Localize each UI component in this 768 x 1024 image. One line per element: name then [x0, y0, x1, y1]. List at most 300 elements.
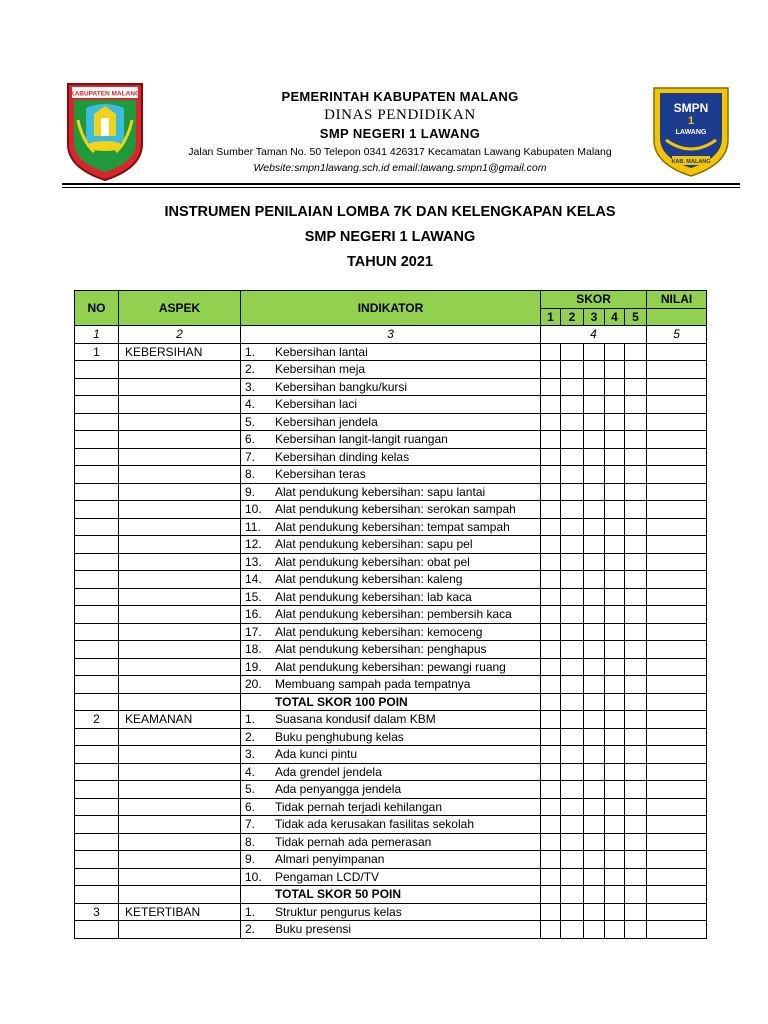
row-aspek	[119, 466, 241, 484]
row-number	[75, 746, 119, 764]
skor-cell-1[interactable]	[541, 343, 561, 361]
skor-cell-4[interactable]	[605, 623, 625, 641]
skor-cell-1[interactable]	[541, 763, 561, 781]
skor-cell-5[interactable]	[625, 711, 647, 729]
nilai-cell[interactable]	[647, 501, 707, 519]
skor-cell-2[interactable]	[561, 763, 584, 781]
skor-cell-4[interactable]	[605, 816, 625, 834]
skor-cell-3[interactable]	[584, 501, 605, 519]
skor-cell-4[interactable]	[605, 518, 625, 536]
skor-cell-3[interactable]	[584, 711, 605, 729]
skor-cell-1[interactable]	[541, 868, 561, 886]
skor-cell-5[interactable]	[625, 518, 647, 536]
nilai-cell[interactable]	[647, 518, 707, 536]
row-aspek	[119, 588, 241, 606]
skor-cell-1[interactable]	[541, 658, 561, 676]
skor-cell-2[interactable]	[561, 571, 584, 589]
skor-cell-2[interactable]	[561, 641, 584, 659]
row-indikator	[241, 728, 541, 746]
table-row	[75, 623, 707, 641]
indikator-text: Ada penyangga jendela	[275, 782, 402, 797]
total-skor-cell-2[interactable]	[561, 886, 584, 904]
skor-cell-4[interactable]	[605, 781, 625, 799]
nilai-cell[interactable]	[647, 658, 707, 676]
skor-cell-1[interactable]	[541, 798, 561, 816]
skor-cell-3[interactable]	[584, 781, 605, 799]
indikator-text: Alat pendukung kebersihan: kemoceng	[275, 624, 483, 639]
skor-cell-3[interactable]	[584, 536, 605, 554]
skor-cell-1[interactable]	[541, 606, 561, 624]
skor-cell-3[interactable]	[584, 746, 605, 764]
total-skor-cell-5[interactable]	[625, 886, 647, 904]
skor-cell-4[interactable]	[605, 343, 625, 361]
skor-cell-1[interactable]	[541, 746, 561, 764]
skor-cell-5[interactable]	[625, 903, 647, 921]
skor-cell-2[interactable]	[561, 431, 584, 449]
header-skor-5: 5	[625, 308, 647, 326]
skor-cell-5[interactable]	[625, 798, 647, 816]
skor-cell-5[interactable]	[625, 466, 647, 484]
skor-cell-2[interactable]	[561, 343, 584, 361]
skor-cell-2[interactable]	[561, 536, 584, 554]
nilai-cell[interactable]	[647, 536, 707, 554]
skor-cell-2[interactable]	[561, 903, 584, 921]
skor-cell-2[interactable]	[561, 483, 584, 501]
skor-cell-5[interactable]	[625, 833, 647, 851]
document-title: INSTRUMEN PENILAIAN LOMBA 7K DAN KELENGKAPAN KELAS	[164, 204, 616, 220]
skor-cell-1[interactable]	[541, 728, 561, 746]
skor-cell-4[interactable]	[605, 641, 625, 659]
skor-cell-4[interactable]	[605, 658, 625, 676]
skor-cell-3[interactable]	[584, 361, 605, 379]
skor-cell-2[interactable]	[561, 711, 584, 729]
table-row	[75, 361, 707, 379]
skor-cell-5[interactable]	[625, 623, 647, 641]
skor-cell-3[interactable]	[584, 623, 605, 641]
table-body	[75, 343, 707, 938]
skor-cell-4[interactable]	[605, 431, 625, 449]
skor-cell-4[interactable]	[605, 448, 625, 466]
skor-cell-1[interactable]	[541, 361, 561, 379]
skor-cell-2[interactable]	[561, 658, 584, 676]
skor-cell-5[interactable]	[625, 413, 647, 431]
skor-cell-5[interactable]	[625, 483, 647, 501]
skor-cell-3[interactable]	[584, 588, 605, 606]
skor-cell-1[interactable]	[541, 431, 561, 449]
skor-cell-1[interactable]	[541, 781, 561, 799]
skor-cell-4[interactable]	[605, 466, 625, 484]
skor-cell-3[interactable]	[584, 448, 605, 466]
row-indikator	[241, 466, 541, 484]
skor-cell-1[interactable]	[541, 711, 561, 729]
skor-cell-1[interactable]	[541, 413, 561, 431]
skor-cell-4[interactable]	[605, 361, 625, 379]
skor-cell-3[interactable]	[584, 921, 605, 939]
table-row	[75, 343, 707, 361]
row-indikator	[241, 623, 541, 641]
total-skor-cell-2[interactable]	[561, 693, 584, 711]
skor-cell-3[interactable]	[584, 413, 605, 431]
skor-cell-1[interactable]	[541, 536, 561, 554]
nilai-cell[interactable]	[647, 903, 707, 921]
skor-cell-2[interactable]	[561, 816, 584, 834]
skor-cell-1[interactable]	[541, 466, 561, 484]
skor-cell-3[interactable]	[584, 396, 605, 414]
table-row	[75, 851, 707, 869]
skor-cell-5[interactable]	[625, 728, 647, 746]
skor-cell-3[interactable]	[584, 816, 605, 834]
skor-cell-2[interactable]	[561, 746, 584, 764]
indikator-number: 6.	[245, 799, 256, 814]
total-skor-cell-3[interactable]	[584, 886, 605, 904]
indikator-text: Alat pendukung kebersihan: obat pel	[275, 554, 470, 569]
indikator-text: Kebersihan lantai	[275, 344, 368, 359]
right-logo-line2: 1	[687, 115, 695, 127]
skor-cell-1[interactable]	[541, 816, 561, 834]
right-logo-line1: SMPN	[673, 101, 709, 115]
skor-cell-4[interactable]	[605, 588, 625, 606]
row-number	[75, 466, 119, 484]
row-number	[75, 676, 119, 694]
total-skor-cell-4[interactable]	[605, 693, 625, 711]
indikator-number: 1.	[245, 904, 256, 919]
skor-cell-4[interactable]	[605, 378, 625, 396]
row-indikator	[241, 606, 541, 624]
row-number	[75, 606, 119, 624]
header-skor-2: 2	[561, 308, 584, 326]
skor-cell-5[interactable]	[625, 343, 647, 361]
row-indikator	[241, 396, 541, 414]
nilai-cell[interactable]	[647, 728, 707, 746]
row-indikator	[241, 501, 541, 519]
skor-cell-2[interactable]	[561, 501, 584, 519]
assessment-table	[74, 290, 707, 939]
row-number: 3	[75, 903, 119, 921]
header-nilai: NILAI	[647, 291, 707, 309]
skor-cell-1[interactable]	[541, 641, 561, 659]
skor-cell-4[interactable]	[605, 676, 625, 694]
skor-cell-2[interactable]	[561, 833, 584, 851]
skor-cell-3[interactable]	[584, 676, 605, 694]
skor-cell-4[interactable]	[605, 763, 625, 781]
row-indikator	[241, 833, 541, 851]
skor-cell-4[interactable]	[605, 483, 625, 501]
skor-cell-3[interactable]	[584, 903, 605, 921]
skor-cell-2[interactable]	[561, 378, 584, 396]
skor-cell-4[interactable]	[605, 851, 625, 869]
agency-name: DINAS PENDIDIKAN	[324, 107, 476, 123]
row-number: 1	[75, 343, 119, 361]
skor-cell-4[interactable]	[605, 571, 625, 589]
skor-cell-3[interactable]	[584, 763, 605, 781]
skor-cell-3[interactable]	[584, 851, 605, 869]
col-number-2: 2	[119, 326, 241, 344]
skor-cell-4[interactable]	[605, 606, 625, 624]
skor-cell-3[interactable]	[584, 606, 605, 624]
header-no: NO	[75, 291, 119, 326]
skor-cell-1[interactable]	[541, 833, 561, 851]
table-row	[75, 641, 707, 659]
row-number	[75, 658, 119, 676]
skor-cell-5[interactable]	[625, 536, 647, 554]
skor-cell-2[interactable]	[561, 921, 584, 939]
skor-cell-2[interactable]	[561, 851, 584, 869]
nilai-cell[interactable]	[647, 448, 707, 466]
smpn1-lawang-logo	[650, 84, 732, 178]
nilai-cell[interactable]	[647, 641, 707, 659]
row-indikator	[241, 413, 541, 431]
skor-cell-4[interactable]	[605, 833, 625, 851]
skor-cell-2[interactable]	[561, 396, 584, 414]
skor-cell-1[interactable]	[541, 851, 561, 869]
table-row	[75, 658, 707, 676]
skor-cell-4[interactable]	[605, 798, 625, 816]
right-logo-motto: KAB. MALANG	[671, 159, 711, 165]
table-row	[75, 431, 707, 449]
nilai-cell[interactable]	[647, 396, 707, 414]
indikator-text: Alat pendukung kebersihan: penghapus	[275, 642, 487, 657]
skor-cell-3[interactable]	[584, 483, 605, 501]
nilai-cell[interactable]	[647, 623, 707, 641]
skor-cell-2[interactable]	[561, 413, 584, 431]
nilai-cell[interactable]	[647, 781, 707, 799]
document-subtitle-school: SMP NEGERI 1 LAWANG	[304, 229, 476, 245]
skor-cell-5[interactable]	[625, 501, 647, 519]
skor-cell-5[interactable]	[625, 378, 647, 396]
nilai-cell[interactable]	[647, 466, 707, 484]
skor-cell-5[interactable]	[625, 868, 647, 886]
skor-cell-5[interactable]	[625, 641, 647, 659]
skor-cell-4[interactable]	[605, 746, 625, 764]
skor-cell-3[interactable]	[584, 728, 605, 746]
skor-cell-5[interactable]	[625, 396, 647, 414]
skor-cell-2[interactable]	[561, 623, 584, 641]
total-no-empty	[75, 693, 119, 711]
skor-cell-5[interactable]	[625, 553, 647, 571]
nilai-cell[interactable]	[647, 746, 707, 764]
skor-cell-1[interactable]	[541, 623, 561, 641]
row-aspek	[119, 378, 241, 396]
skor-cell-4[interactable]	[605, 396, 625, 414]
skor-cell-1[interactable]	[541, 518, 561, 536]
skor-cell-5[interactable]	[625, 781, 647, 799]
nilai-cell[interactable]	[647, 606, 707, 624]
skor-cell-5[interactable]	[625, 361, 647, 379]
row-indikator	[241, 431, 541, 449]
skor-cell-2[interactable]	[561, 518, 584, 536]
skor-cell-5[interactable]	[625, 571, 647, 589]
skor-cell-2[interactable]	[561, 868, 584, 886]
col-number-3: 3	[241, 326, 541, 344]
table-row	[75, 501, 707, 519]
skor-cell-4[interactable]	[605, 553, 625, 571]
skor-cell-2[interactable]	[561, 588, 584, 606]
nilai-cell[interactable]	[647, 588, 707, 606]
row-number	[75, 781, 119, 799]
skor-cell-5[interactable]	[625, 676, 647, 694]
total-skor-cell-4[interactable]	[605, 886, 625, 904]
nilai-cell[interactable]	[647, 378, 707, 396]
nilai-cell[interactable]	[647, 798, 707, 816]
skor-cell-1[interactable]	[541, 396, 561, 414]
school-contact: Website:smpn1lawang.sch.id email:lawang.smpn1@gmail.com	[253, 162, 547, 174]
total-nilai-cell[interactable]	[647, 886, 707, 904]
skor-cell-5[interactable]	[625, 431, 647, 449]
skor-cell-3[interactable]	[584, 518, 605, 536]
nilai-cell[interactable]	[647, 711, 707, 729]
skor-cell-5[interactable]	[625, 921, 647, 939]
skor-cell-1[interactable]	[541, 501, 561, 519]
nilai-cell[interactable]	[647, 921, 707, 939]
skor-cell-2[interactable]	[561, 676, 584, 694]
skor-cell-1[interactable]	[541, 903, 561, 921]
skor-cell-4[interactable]	[605, 413, 625, 431]
skor-cell-5[interactable]	[625, 588, 647, 606]
row-indikator	[241, 851, 541, 869]
nilai-cell[interactable]	[647, 413, 707, 431]
skor-cell-3[interactable]	[584, 553, 605, 571]
skor-cell-3[interactable]	[584, 833, 605, 851]
skor-cell-1[interactable]	[541, 676, 561, 694]
nilai-cell[interactable]	[647, 868, 707, 886]
nilai-cell[interactable]	[647, 553, 707, 571]
skor-cell-3[interactable]	[584, 431, 605, 449]
header-skor: SKOR	[541, 291, 647, 309]
skor-cell-5[interactable]	[625, 658, 647, 676]
row-aspek: KETERTIBAN	[119, 903, 241, 921]
total-nilai-cell[interactable]	[647, 693, 707, 711]
total-skor-cell-3[interactable]	[584, 693, 605, 711]
skor-cell-4[interactable]	[605, 921, 625, 939]
skor-cell-2[interactable]	[561, 466, 584, 484]
row-indikator	[241, 816, 541, 834]
total-row	[75, 693, 707, 711]
skor-cell-4[interactable]	[605, 868, 625, 886]
indikator-text: Kebersihan bangku/kursi	[275, 379, 408, 394]
document-titles	[74, 200, 706, 275]
table-row	[75, 518, 707, 536]
row-aspek	[119, 851, 241, 869]
skor-cell-3[interactable]	[584, 641, 605, 659]
nilai-cell[interactable]	[647, 851, 707, 869]
nilai-cell[interactable]	[647, 816, 707, 834]
skor-cell-1[interactable]	[541, 588, 561, 606]
nilai-cell[interactable]	[647, 833, 707, 851]
indikator-number: 4.	[245, 397, 256, 412]
skor-cell-5[interactable]	[625, 763, 647, 781]
nilai-cell[interactable]	[647, 676, 707, 694]
table-row	[75, 676, 707, 694]
skor-cell-2[interactable]	[561, 781, 584, 799]
skor-cell-3[interactable]	[584, 378, 605, 396]
skor-cell-2[interactable]	[561, 798, 584, 816]
row-aspek	[119, 868, 241, 886]
indikator-text: Kebersihan meja	[275, 362, 366, 377]
skor-cell-1[interactable]	[541, 553, 561, 571]
total-no-empty	[75, 886, 119, 904]
skor-cell-4[interactable]	[605, 536, 625, 554]
skor-cell-3[interactable]	[584, 868, 605, 886]
indikator-number: 15.	[245, 589, 262, 604]
skor-cell-1[interactable]	[541, 483, 561, 501]
skor-cell-5[interactable]	[625, 816, 647, 834]
row-indikator	[241, 798, 541, 816]
kabupaten-malang-logo	[64, 80, 146, 182]
indikator-text: Buku presensi	[275, 922, 352, 937]
row-aspek	[119, 746, 241, 764]
nilai-cell[interactable]	[647, 343, 707, 361]
header-nilai-empty	[647, 308, 707, 326]
nilai-cell[interactable]	[647, 431, 707, 449]
indikator-text: Kebersihan teras	[275, 467, 366, 482]
letterhead	[150, 88, 650, 176]
skor-cell-3[interactable]	[584, 658, 605, 676]
government-name: PEMERINTAH KABUPATEN MALANG	[281, 89, 519, 104]
total-skor-cell-5[interactable]	[625, 693, 647, 711]
indikator-text: Kebersihan dinding kelas	[275, 449, 410, 464]
skor-cell-4[interactable]	[605, 903, 625, 921]
indikator-text: Alat pendukung kebersihan: sapu lantai	[275, 484, 486, 499]
skor-cell-2[interactable]	[561, 728, 584, 746]
skor-cell-1[interactable]	[541, 921, 561, 939]
letterhead-rule-thin	[62, 187, 740, 188]
skor-cell-5[interactable]	[625, 606, 647, 624]
row-number: 2	[75, 711, 119, 729]
skor-cell-1[interactable]	[541, 378, 561, 396]
row-indikator	[241, 641, 541, 659]
indikator-number: 13.	[245, 554, 262, 569]
row-indikator	[241, 483, 541, 501]
table-row	[75, 798, 707, 816]
table-row	[75, 553, 707, 571]
nilai-cell[interactable]	[647, 571, 707, 589]
skor-cell-2[interactable]	[561, 606, 584, 624]
skor-cell-5[interactable]	[625, 746, 647, 764]
skor-cell-3[interactable]	[584, 798, 605, 816]
row-number	[75, 448, 119, 466]
skor-cell-2[interactable]	[561, 553, 584, 571]
skor-cell-5[interactable]	[625, 448, 647, 466]
skor-cell-2[interactable]	[561, 448, 584, 466]
skor-cell-4[interactable]	[605, 711, 625, 729]
skor-cell-1[interactable]	[541, 448, 561, 466]
skor-cell-1[interactable]	[541, 571, 561, 589]
skor-cell-4[interactable]	[605, 728, 625, 746]
nilai-cell[interactable]	[647, 361, 707, 379]
nilai-cell[interactable]	[647, 483, 707, 501]
skor-cell-3[interactable]	[584, 343, 605, 361]
row-number	[75, 921, 119, 939]
skor-cell-3[interactable]	[584, 466, 605, 484]
skor-cell-2[interactable]	[561, 361, 584, 379]
total-skor-cell-1[interactable]	[541, 693, 561, 711]
skor-cell-4[interactable]	[605, 501, 625, 519]
table-row	[75, 536, 707, 554]
indikator-number: 10.	[245, 502, 262, 517]
indikator-number: 7.	[245, 817, 256, 832]
table-row	[75, 396, 707, 414]
row-indikator	[241, 658, 541, 676]
nilai-cell[interactable]	[647, 763, 707, 781]
row-number	[75, 553, 119, 571]
total-skor-cell-1[interactable]	[541, 886, 561, 904]
row-number	[75, 763, 119, 781]
skor-cell-5[interactable]	[625, 851, 647, 869]
skor-cell-3[interactable]	[584, 571, 605, 589]
table-row	[75, 903, 707, 921]
indikator-text: Alat pendukung kebersihan: pembersih kaca	[275, 607, 512, 622]
indikator-number: 1.	[245, 344, 256, 359]
